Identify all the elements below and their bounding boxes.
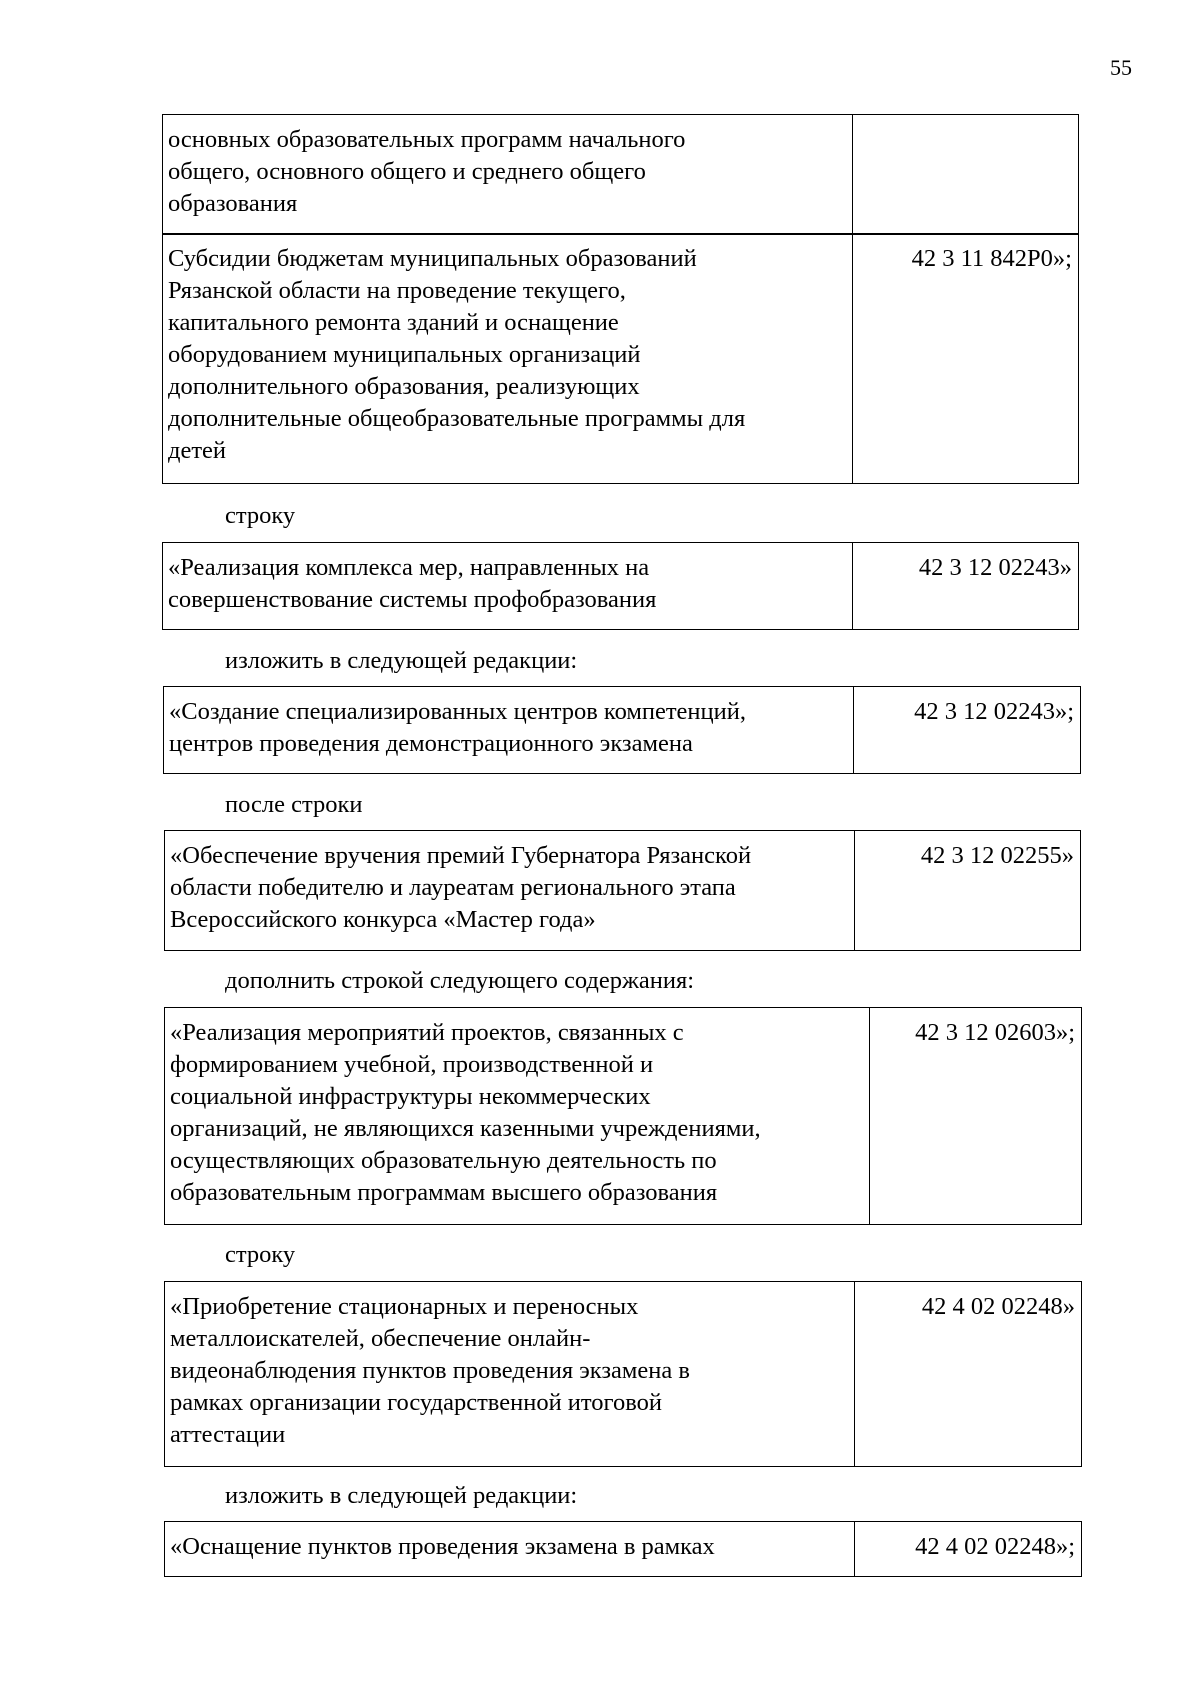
row-code: 42 3 12 02255» xyxy=(920,842,1074,869)
table-row xyxy=(164,1007,1082,1225)
row-description: «Обеспечение вручения премий Губернатора Рязанской области победителю и лауреатам регионального этапа Всероссийского конкурса «Мастер года» xyxy=(165,831,855,950)
page-number: 55 xyxy=(1110,55,1132,80)
row-description: «Реализация комплекса мер, направленных на совершенствование системы профобразования xyxy=(163,543,853,629)
instruction-text: изложить в следующей редакции: xyxy=(225,1482,578,1509)
table-row xyxy=(162,542,1079,630)
table-row xyxy=(164,1521,1082,1577)
table-row xyxy=(163,686,1081,774)
table-row xyxy=(164,1281,1082,1467)
instruction-text: после строки xyxy=(225,791,363,818)
instruction-text: дополнить строкой следующего содержания: xyxy=(225,967,695,994)
row-description: «Создание специализированных центров компетенций, центров проведения демонстрационного экзамена xyxy=(164,687,854,773)
table-row xyxy=(162,114,1079,235)
instruction-text: изложить в следующей редакции: xyxy=(225,647,578,674)
table-row xyxy=(162,233,1079,484)
row-description: «Приобретение стационарных и переносных металлоискателей, обеспечение онлайн- видеонаблюдения пунктов проведения экзамена в рамках организации государственной итоговой аттестации xyxy=(165,1282,855,1466)
row-description: «Реализация мероприятий проектов, связанных с формированием учебной, производственной и социальной инфраструктуры некоммерческих организаций, не являющихся казенными учреждениями, осуществляющих образовательную деятельность по образовательным программам высшего образования xyxy=(165,1008,870,1224)
instruction-text: строку xyxy=(225,1241,296,1268)
row-code xyxy=(853,115,1078,234)
row-description: Субсидии бюджетам муниципальных образований Рязанской области на проведение текущего, капитального ремонта зданий и оснащение оборудованием муниципальных организаций дополнительного образования, реализующих дополнительные общеобразовательные программы для детей xyxy=(163,234,853,483)
row-description: «Оснащение пунктов проведения экзамена в рамках xyxy=(165,1522,855,1576)
row-code: 42 4 02 02248» xyxy=(921,1293,1075,1320)
instruction-text: строку xyxy=(225,502,296,529)
row-description: основных образовательных программ начального общего, основного общего и среднего общего образования xyxy=(163,115,853,234)
row-code: 42 3 12 02603»; xyxy=(915,1019,1075,1046)
row-code: 42 3 12 02243» xyxy=(918,554,1072,581)
row-code: 42 4 02 02248»; xyxy=(915,1533,1075,1560)
row-code: 42 3 11 842P0»; xyxy=(911,245,1072,272)
row-code: 42 3 12 02243»; xyxy=(914,698,1074,725)
table-row xyxy=(164,830,1081,951)
